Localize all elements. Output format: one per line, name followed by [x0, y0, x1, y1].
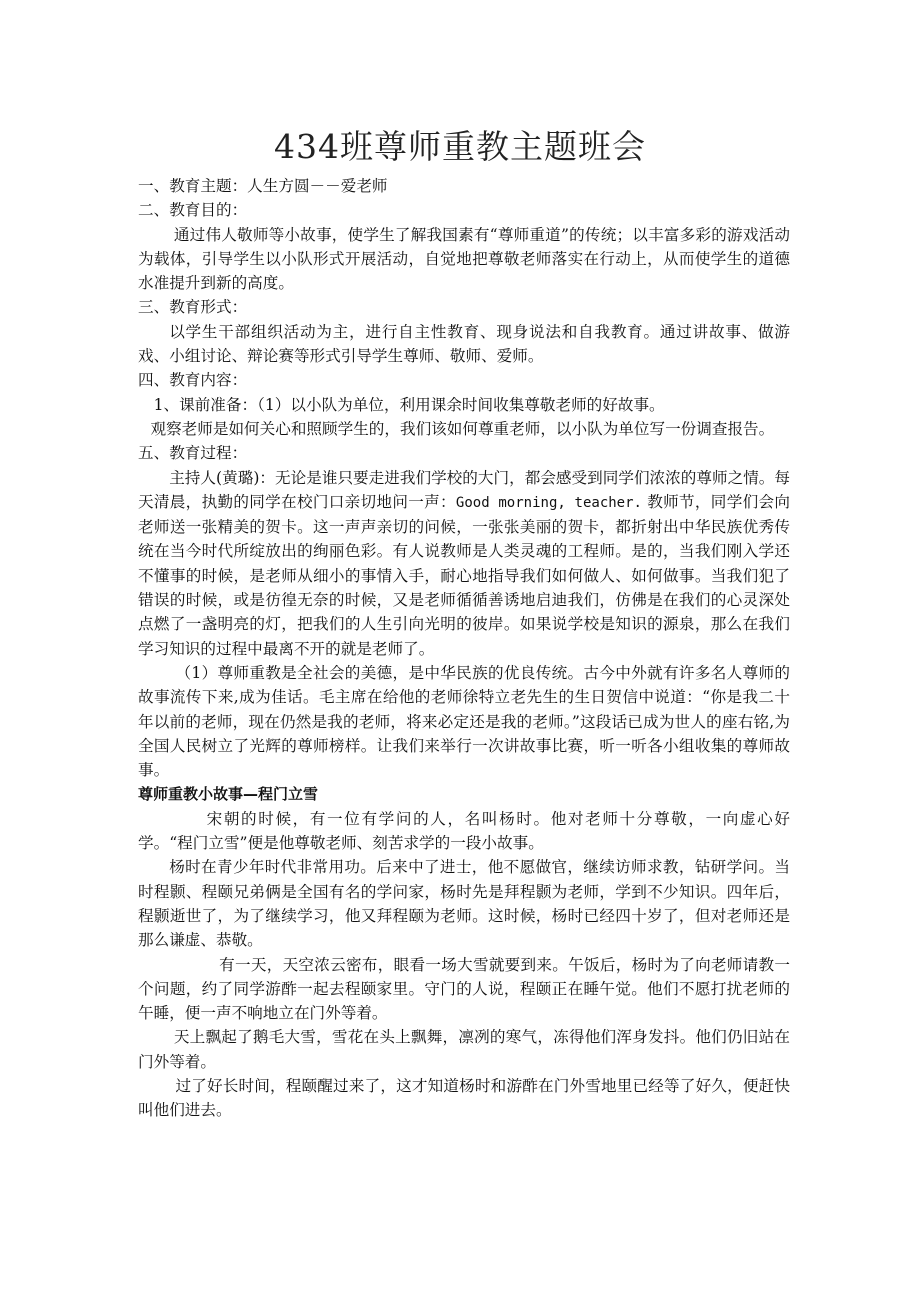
story-paragraph-1: 宋朝的时候，有一位有学问的人，名叫杨时。他对老师十分尊敬，一向虚心好学。“程门立雪”便是他尊敬老师、刻苦求学的一段小故事。 [138, 809, 790, 853]
host-text-2: 教师节，同学们会向老师送一张精美的贺卡。这一声声亲切的问候，一张张美丽的贺卡，都折射出中华民族优秀传统在当今时代所绽放出的绚丽色彩。有人说教师是人类灵魂的工程师。是的，当我们刚入学还不懂事的时候，是老师从细小的事情入手，耐心地指导我们如何做人、如何做事。当我们犯了错误的时候，或是彷徨无奈的时候，又是老师循循善诱地启迪我们，仿佛是在我们的心灵深处点燃了一盏明亮的灯，把我们的人生引向光明的彼岸。如果说学校是知识的源泉，那么在我们学习知识的过程中最离不开的就是老师了。 [138, 492, 790, 658]
paragraph-form: 以学生干部组织活动为主，进行自主性教育、现身说法和自我教育。通过讲故事、做游戏、小组讨论、辩论赛等形式引导学生尊师、敬师、爱师。 [138, 322, 790, 366]
story-paragraph-5: 过了好长时间，程颐醒过来了，这才知道杨时和游酢在门外雪地里已经等了好久，便赶快叫他们进去。 [138, 1076, 790, 1120]
section-heading-2: 二、教育目的： [138, 201, 248, 220]
section-heading-4: 四、教育内容： [138, 371, 248, 390]
document-body [138, 174, 790, 1123]
paragraph-host [138, 466, 790, 661]
paragraph-preparation: 1、课前准备：（1）以小队为单位，利用课余时间收集尊敬老师的好故事。 [153, 395, 665, 414]
document-title: 434班尊师重教主题班会 [274, 127, 646, 166]
section-heading-5: 五、教育过程： [138, 444, 248, 463]
paragraph-respect: （1）尊师重教是全社会的美德，是中华民族的优良传统。古今中外就有许多名人尊师的故事流传下来,成为佳话。毛主席在给他的老师徐特立老先生的生日贺信中说道：“你是我二十年以前的老师，现在仍然是我的老师，将来必定还是我的老师。”这段话已成为世人的座右铭,为全国人民树立了光辉的尊师榜样。让我们来举行一次讲故事比赛，听一听各小组收集的尊师故事。 [138, 663, 790, 780]
story-heading: 尊师重教小故事—程门立雪 [138, 785, 319, 804]
section-heading-1: 一、教育主题：人生方圆－－爱老师 [138, 177, 388, 195]
story-paragraph-2: 杨时在青少年时代非常用功。后来中了进士，他不愿做官，继续访师求教，钻研学问。当时程颢、程颐兄弟俩是全国有名的学问家，杨时先是拜程颢为老师，学到不少知识。四年后，程颢逝世了，为了继续学习，他又拜程颐为老师。这时候，杨时已经四十岁了，但对老师还是那么谦虚、恭敬。 [138, 858, 790, 950]
paragraph-purpose: 通过伟人敬师等小故事，使学生了解我国素有“尊师重道”的传统；以丰富多彩的游戏活动为载体，引导学生以小队形式开展活动，自觉地把尊敬老师落实在行动上，从而使学生的道德水准提升到新的高度。 [138, 225, 790, 293]
section-heading-3: 三、教育形式： [138, 298, 248, 317]
greeting-text: Good morning, teacher. [455, 494, 642, 511]
story-paragraph-4: 天上飘起了鹅毛大雪，雪花在头上飘舞，凛冽的寒气，冻得他们浑身发抖。他们仍旧站在门外等着。 [138, 1028, 790, 1071]
host-text-1: 主持人(黄璐)：无论是谁只要走进我们学校的大门，都会感受到同学们浓浓的尊师之情。每天清晨，执勤的同学在校门口亲切地问一声： [138, 468, 790, 511]
paragraph-observation: 观察老师是如何关心和照顾学生的，我们该如何尊重老师，以小队为单位写一份调查报告。 [150, 419, 775, 438]
story-paragraph-3: 有一天，天空浓云密布，眼看一场大雪就要到来。午饭后，杨时为了向老师请教一个问题，约了同学游酢一起去程颐家里。守门的人说，程颐正在睡午觉。他们不愿打扰老师的午睡，便一声不响地立在门外等着。 [138, 955, 790, 1023]
